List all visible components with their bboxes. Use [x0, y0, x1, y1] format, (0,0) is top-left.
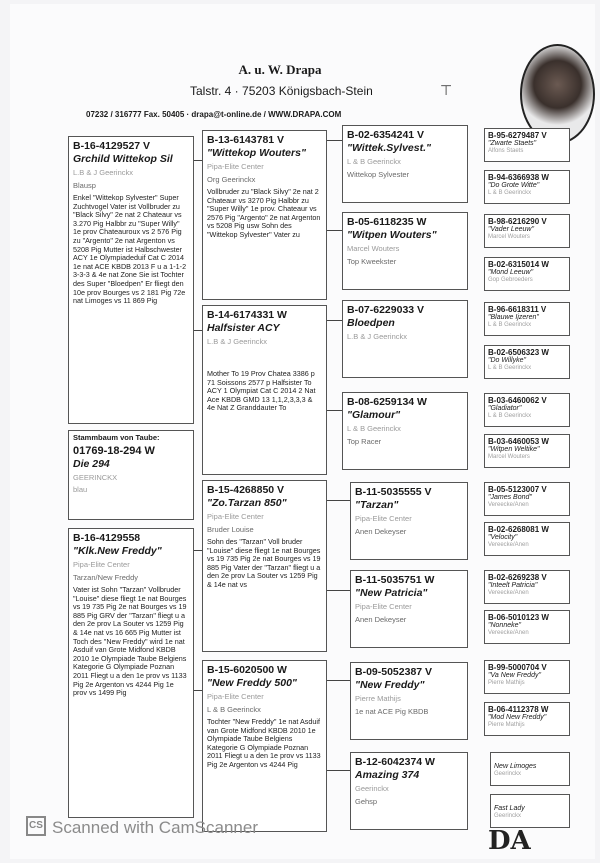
- grandparent-card: [202, 480, 327, 652]
- connector-line: [194, 330, 202, 331]
- gp-ring: B-15-4268850 V: [207, 484, 285, 496]
- great-grandparent-card: [350, 752, 468, 830]
- ggp-breeder: Pipa-Elite Center: [355, 602, 412, 611]
- gggp-breeder: L & B Geerinckx: [488, 190, 532, 196]
- ggp-breeder: Geerinckx: [355, 784, 389, 793]
- ggp-color: Top Kweekster: [347, 257, 397, 266]
- grandparent-card: [202, 660, 327, 832]
- camscanner-logo: CS: [26, 816, 46, 836]
- ggp-breeder: L & B Geerinckx: [347, 157, 401, 166]
- gggp-card: [484, 345, 570, 379]
- connector-line: [327, 140, 342, 141]
- subject-breeder: GEERINCKX: [73, 473, 118, 482]
- gggp-card: [484, 610, 570, 644]
- connector-line: [327, 770, 350, 771]
- ggp-breeder: L & B Geerinckx: [347, 424, 401, 433]
- gggp-card: [484, 257, 570, 291]
- gggp-card: [484, 434, 570, 468]
- pedigree-title: Stammbaum von Taube:: [73, 433, 160, 442]
- gp-color: Bruder Louise: [207, 525, 254, 534]
- gggp-card: [484, 393, 570, 427]
- gggp-breeder: Gop Gebroeders: [488, 277, 533, 283]
- gggp-breeder: Vereecke/Anen: [488, 630, 529, 636]
- gggp-card: [484, 570, 570, 604]
- ggp-name: "New Patricia": [355, 587, 428, 599]
- ggp-color: Gehsp: [355, 797, 378, 806]
- ggp-name: Bloedpen: [347, 317, 395, 329]
- ggp-color: Anen Dekeyser: [355, 615, 407, 624]
- ggp-color: Wittekop Sylvester: [347, 170, 410, 179]
- gggp-card: [490, 752, 570, 786]
- connector-line: [327, 410, 342, 411]
- ggp-breeder: Pipa-Elite Center: [355, 514, 412, 523]
- ggp-ring: B-11-5035751 W: [355, 574, 435, 586]
- gggp-ring: B-05-5123007 V: [488, 485, 547, 494]
- breeder-address: Talstr. 4 · 75203 Königsbach-Stein: [190, 84, 373, 98]
- gggp-name: "James Bond": [488, 494, 532, 501]
- gggp-breeder: Vereecke/Anen: [488, 542, 529, 548]
- great-grandparent-card: [342, 212, 468, 290]
- ggp-breeder: Pierre Mathijs: [355, 694, 401, 703]
- gp-breeder: L.B & J Geerinckx: [207, 337, 268, 346]
- dam-name: "Klk.New Freddy": [73, 545, 162, 557]
- sire-color: Blausp: [73, 181, 96, 190]
- gggp-name: "Do Willyke": [488, 357, 526, 364]
- gp-notes: Vollbruder zu "Black Silvy" 2e nat 2 Chateaur vs 3270 Pig Halbbr zu "Super Willy" 1e prov. Chateaur vs 2576 Pig "Argento" 2e nat Argenton vs 5208 Pig usw Sohn des "Wittekop Sylvester" Vater zu: [207, 187, 321, 239]
- gggp-ring: B-96-6618311 V: [488, 305, 547, 314]
- gggp-name: "Zwarte Staets": [488, 140, 537, 147]
- gp-name: "New Freddy 500": [207, 677, 297, 689]
- ggp-ring: B-02-6354241 V: [347, 129, 425, 141]
- sire-card: [68, 136, 194, 424]
- connector-line: [327, 320, 342, 321]
- gp-color: L & B Geerinckx: [207, 705, 261, 714]
- gggp-name: "Do Grote Witte": [488, 182, 540, 189]
- gp-breeder: Pipa-Elite Center: [207, 692, 264, 701]
- subject-name: Die 294: [73, 458, 110, 470]
- ggp-ring: B-09-5052387 V: [355, 666, 433, 678]
- connector-line: [327, 590, 350, 591]
- ggp-name: "Wittek.Sylvest.": [347, 142, 431, 154]
- dam-notes: Vater ist Sohn "Tarzan" Vollbruder "Louise" diese fliegt 1e nat Bourges vs 19 735 Pig 2e nat Bourges vs 19 885 Pig GRV der "Tarzan" fliegt u a den 2e prov La Souter vs 1259 Pig & 14e nat vs 16 665 Pig Mutter ist Toch des "New Freddy" wird 1e nat Asduif van Grote Midfond KBDB 2010 1e Olympiade Taube Belgiens Kategorie G Olympiade Poznan 2011 Fliegt u a den 1e prov vs 1133 Pig 2e Argenton vs 4244 Pig 1e prov vs 1499 Pig: [73, 585, 187, 698]
- ggp-name: "Witpen Wouters": [347, 229, 437, 241]
- gp-breeder: Pipa-Elite Center: [207, 162, 264, 171]
- gggp-ring: B-02-6315014 W: [488, 260, 549, 269]
- connector-line: [194, 550, 202, 551]
- sire-notes: Enkel "Wittekop Sylvester" Super Zuchtvogel Vater ist Vollbruder zu "Black Silvy" 2e nat 2 Chateaur vs 3.270 Pig Halbbr zu "Super Willy" 1e prov Chateauroux vs 2 576 Pig zu "Argento" 2e nat Argenton vs 5208 Pig Mutter ist Halbschwester ACY 1e Olympiadeduif Cat C 2014 1e nat ACE KBDB 2013 F u a 1-1-2 3-3-3 & 4e nat Zone Sie ist Tochter des Super "Bloedpen" Er fliegt den 10e prov Bourges vs 2 181 Pig 72e nat Limoges vs 11 869 Pig: [73, 193, 187, 306]
- gggp-card: [484, 660, 570, 694]
- gggp-ring: B-02-6506323 W: [488, 348, 549, 357]
- grandparent-card: [202, 130, 327, 300]
- gp-ring: B-13-6143781 V: [207, 134, 285, 146]
- connector-line: [194, 160, 202, 161]
- gp-notes: Mother To 19 Prov Chatea 3386 p 71 Soissons 2577 p Halfsister To ACY 1 Olympiat Cat C 2014 2 Nat Ace KBDB GMD 13 1,1,2,3,3,3 & 4e Nat Z Granddauter To: [207, 369, 316, 413]
- gggp-ring: B-03-6460053 W: [488, 437, 549, 446]
- sire-name: Grchild Wittekop Sil: [73, 153, 173, 165]
- gggp-ring: B-03-6460062 V: [488, 396, 547, 405]
- great-grandparent-card: [342, 300, 468, 378]
- gp-name: "Zo.Tarzan 850": [207, 497, 287, 509]
- great-grandparent-card: [350, 482, 468, 560]
- gggp-name: "Blauwe Ijzeren": [488, 314, 539, 321]
- dam-ring: B-16-4129558: [73, 532, 141, 544]
- pencil-mark: ⊤: [440, 82, 453, 98]
- gggp-name: "Inteelt Patricia": [488, 582, 538, 589]
- gggp-name: "Velocity": [488, 534, 518, 541]
- ggp-name: "Glamour": [347, 409, 401, 421]
- dam-color: Tarzan/New Freddy: [73, 573, 139, 582]
- great-grandparent-card: [342, 392, 468, 470]
- ggp-color: Top Racer: [347, 437, 382, 446]
- gggp-name: New Limoges: [494, 763, 537, 770]
- gggp-breeder: L & B Geerinckx: [488, 365, 532, 371]
- gggp-card: [490, 794, 570, 828]
- subject-ring: 01769-18-294 W: [73, 445, 155, 457]
- gp-ring: B-14-6174331 W: [207, 309, 287, 321]
- gggp-card: [484, 302, 570, 336]
- gggp-name: "Witpen Weltike": [488, 446, 540, 453]
- subject-color: blau: [73, 485, 88, 494]
- gggp-name: Fast Lady: [494, 805, 525, 812]
- connector-line: [327, 230, 342, 231]
- gggp-ring: B-02-6268081 W: [488, 525, 549, 534]
- grandparent-card: [202, 305, 327, 475]
- connector-line: [327, 680, 350, 681]
- ggp-ring: B-08-6259134 W: [347, 396, 427, 408]
- gggp-breeder: Pierre Mathijs: [488, 722, 525, 728]
- gp-notes: Sohn des "Tarzan" Voll bruder "Louise" diese fliegt 1e nat Bourges vs 19 735 Pig 2e nat Bourges vs 19 885 Pig Vater der "Tarzan" fliegt u a den 2e prov La Souter vs 1259 Pig & 14e nat vs: [207, 537, 321, 589]
- gggp-name: "Nonneke": [488, 622, 521, 629]
- gggp-ring: B-94-6366938 W: [488, 173, 549, 182]
- gggp-card: [484, 522, 570, 556]
- gggp-ring: B-98-6216290 V: [488, 217, 547, 226]
- ggp-ring: B-11-5035555 V: [355, 486, 432, 498]
- sire-breeder: L.B & J Geerinckx: [73, 168, 134, 177]
- ggp-ring: B-05-6118235 W: [347, 216, 427, 228]
- ggp-breeder: Marcel Wouters: [347, 244, 400, 253]
- dam-card: [68, 528, 194, 818]
- gp-notes: Tochter "New Freddy" 1e nat Asduif van Grote Midfond KBDB 2010 1e Olympiade Taube Belgiens Kategorie G Olympiade Poznan 2011 Fliegt u a den 1e prov vs 1133 Pig 2e Argenton vs 4244 Pig: [207, 717, 321, 769]
- gggp-breeder: Vereecke/Anen: [488, 590, 529, 596]
- sire-ring: B-16-4129527 V: [73, 140, 151, 152]
- gggp-breeder: Marcel Wouters: [488, 234, 530, 240]
- gggp-card: [484, 702, 570, 736]
- gggp-ring: B-99-5000704 V: [488, 663, 547, 672]
- great-grandparent-card: [350, 570, 468, 648]
- gggp-ring: B-95-6279487 V: [488, 131, 547, 140]
- ggp-name: "New Freddy": [355, 679, 425, 691]
- gp-name: Halfsister ACY: [207, 322, 280, 334]
- gggp-name: "Mod New Freddy": [488, 714, 547, 721]
- gggp-breeder: L & B Geerinckx: [488, 322, 532, 328]
- gggp-breeder: L & B Geerinckx: [488, 413, 532, 419]
- great-grandparent-card: [350, 662, 468, 740]
- gggp-breeder: Geerinckx: [494, 771, 522, 777]
- gggp-breeder: Alfons Staets: [488, 148, 524, 154]
- gggp-ring: B-06-5010123 W: [488, 613, 549, 622]
- gggp-breeder: Geerinckx: [494, 813, 522, 819]
- gp-color: Org Geerinckx: [207, 175, 256, 184]
- gggp-ring: B-02-6269238 V: [488, 573, 547, 582]
- gp-name: "Wittekop Wouters": [207, 147, 306, 159]
- dam-breeder: Pipa-Elite Center: [73, 560, 130, 569]
- ggp-ring: B-12-6042374 W: [355, 756, 435, 768]
- connector-line: [327, 500, 350, 501]
- scanner-watermark: Scanned with CamScanner: [52, 818, 259, 837]
- subject-card: [68, 430, 194, 520]
- gp-ring: B-15-6020500 W: [207, 664, 287, 676]
- ggp-name: "Tarzan": [355, 499, 399, 511]
- gggp-card: [484, 482, 570, 516]
- gggp-card: [484, 170, 570, 204]
- gggp-breeder: Pierre Mathijs: [488, 680, 525, 686]
- breeder-contact: 07232 / 316777 Fax. 50405 · drapa@t-online.de / WWW.DRAPA.COM: [86, 110, 342, 119]
- breeder-name: A. u. W. Drapa: [238, 62, 322, 77]
- gggp-card: [484, 214, 570, 248]
- gggp-name: "Vader Leeuw": [488, 226, 534, 233]
- gggp-card: [484, 128, 570, 162]
- gggp-name: "Gladiator": [488, 405, 522, 412]
- connector-line: [194, 690, 202, 691]
- ggp-color: 1e nat ACE Pig KBDB: [355, 707, 429, 716]
- ggp-ring: B-07-6229033 V: [347, 304, 425, 316]
- ggp-breeder: L.B & J Geerinckx: [347, 332, 408, 341]
- ggp-color: Anen Dekeyser: [355, 527, 407, 536]
- gggp-breeder: Marcel Wouters: [488, 454, 530, 460]
- great-grandparent-card: [342, 125, 468, 203]
- ggp-name: Amazing 374: [355, 769, 420, 781]
- gggp-breeder: Vereecke/Anen: [488, 502, 529, 508]
- gggp-name: "Va New Freddy": [488, 672, 541, 679]
- gggp-ring: B-06-4112378 W: [488, 705, 549, 714]
- gggp-name: "Mond Leeuw": [488, 269, 534, 276]
- gp-breeder: Pipa-Elite Center: [207, 512, 264, 521]
- signature: DA: [488, 826, 531, 856]
